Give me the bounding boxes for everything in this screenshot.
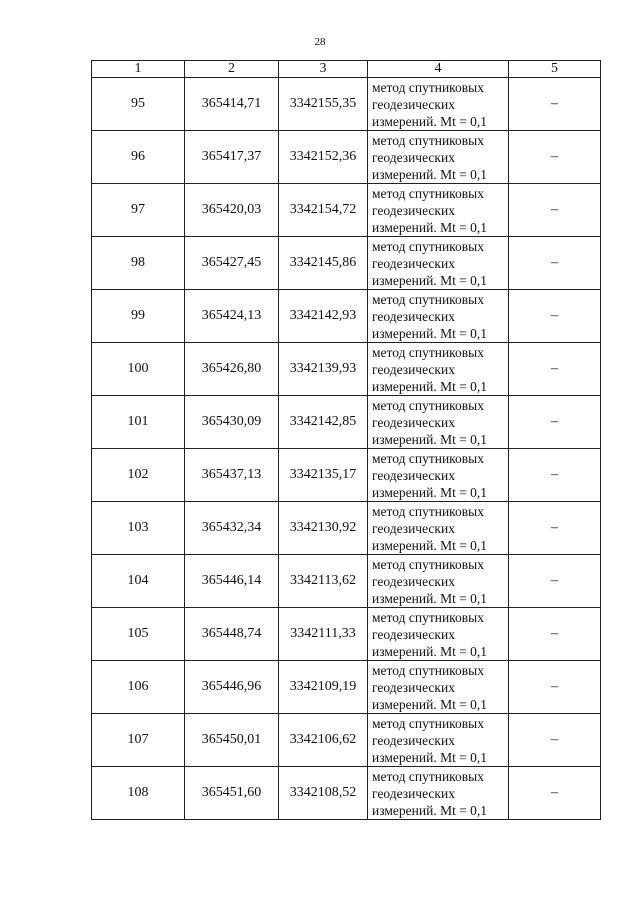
method-line: измерений. Mt = 0,1 (372, 590, 488, 606)
coordinate-x: 365414,71 (185, 78, 279, 131)
method-line: геодезических (372, 732, 455, 748)
coordinate-y: 3342139,93 (279, 343, 368, 396)
coordinate-y: 3342152,36 (279, 131, 368, 184)
method-description (368, 449, 509, 502)
note-dash: – (509, 661, 601, 714)
method-description (368, 502, 509, 555)
method-line: геодезических (372, 679, 455, 695)
point-number: 104 (92, 555, 185, 608)
method-line: измерений. Mt = 0,1 (372, 272, 488, 288)
method-description (368, 290, 509, 343)
coordinate-x: 365417,37 (185, 131, 279, 184)
method-line: метод спутниковых (372, 768, 484, 784)
coordinate-x: 365432,34 (185, 502, 279, 555)
table-body (92, 78, 601, 820)
coordinate-x: 365450,01 (185, 714, 279, 767)
method-line: измерений. Mt = 0,1 (372, 431, 488, 447)
method-description (368, 237, 509, 290)
method-line: измерений. Mt = 0,1 (372, 378, 488, 394)
method-line: метод спутниковых (372, 238, 484, 254)
table-row (92, 661, 601, 714)
table-row (92, 290, 601, 343)
table-row (92, 608, 601, 661)
table-row (92, 78, 601, 131)
method-description (368, 661, 509, 714)
point-number: 98 (92, 237, 185, 290)
method-line: метод спутниковых (372, 397, 484, 413)
coordinate-x: 365446,14 (185, 555, 279, 608)
coordinate-y: 3342109,19 (279, 661, 368, 714)
coordinate-y: 3342145,86 (279, 237, 368, 290)
method-line: геодезических (372, 308, 455, 324)
method-description (368, 184, 509, 237)
point-number: 99 (92, 290, 185, 343)
note-dash: – (509, 767, 601, 820)
point-number: 105 (92, 608, 185, 661)
method-description (368, 78, 509, 131)
method-description (368, 131, 509, 184)
note-dash: – (509, 555, 601, 608)
header-col-5: 5 (509, 61, 601, 78)
method-line: измерений. Mt = 0,1 (372, 749, 488, 765)
method-description (368, 767, 509, 820)
coordinate-x: 365451,60 (185, 767, 279, 820)
method-line: метод спутниковых (372, 715, 484, 731)
note-dash: – (509, 237, 601, 290)
method-line: метод спутниковых (372, 291, 484, 307)
header-col-4: 4 (368, 61, 509, 78)
point-number: 96 (92, 131, 185, 184)
method-line: измерений. Mt = 0,1 (372, 325, 488, 341)
method-line: геодезических (372, 467, 455, 483)
coordinates-table (91, 60, 601, 820)
coordinate-y: 3342154,72 (279, 184, 368, 237)
method-line: метод спутниковых (372, 132, 484, 148)
method-line: измерений. Mt = 0,1 (372, 802, 488, 818)
coordinate-x: 365424,13 (185, 290, 279, 343)
coordinate-y: 3342155,35 (279, 78, 368, 131)
coordinate-y: 3342135,17 (279, 449, 368, 502)
method-line: метод спутниковых (372, 556, 484, 572)
table-row (92, 502, 601, 555)
method-line: метод спутниковых (372, 450, 484, 466)
method-line: измерений. Mt = 0,1 (372, 696, 488, 712)
method-line: геодезических (372, 573, 455, 589)
table-header (92, 61, 601, 78)
method-line: геодезических (372, 255, 455, 271)
note-dash: – (509, 502, 601, 555)
coordinate-y: 3342142,85 (279, 396, 368, 449)
coordinate-y: 3342111,33 (279, 608, 368, 661)
header-col-2: 2 (185, 61, 279, 78)
point-number: 103 (92, 502, 185, 555)
coordinate-x: 365437,13 (185, 449, 279, 502)
point-number: 97 (92, 184, 185, 237)
header-col-1: 1 (92, 61, 185, 78)
table-row (92, 131, 601, 184)
method-description (368, 343, 509, 396)
method-description (368, 608, 509, 661)
method-description (368, 555, 509, 608)
method-line: геодезических (372, 414, 455, 430)
note-dash: – (509, 714, 601, 767)
method-line: метод спутниковых (372, 662, 484, 678)
coordinate-x: 365430,09 (185, 396, 279, 449)
note-dash: – (509, 396, 601, 449)
note-dash: – (509, 290, 601, 343)
method-line: метод спутниковых (372, 185, 484, 201)
method-line: измерений. Mt = 0,1 (372, 484, 488, 500)
method-description (368, 396, 509, 449)
table-row (92, 449, 601, 502)
note-dash: – (509, 78, 601, 131)
note-dash: – (509, 343, 601, 396)
method-line: измерений. Mt = 0,1 (372, 643, 488, 659)
method-description (368, 714, 509, 767)
point-number: 106 (92, 661, 185, 714)
coordinate-y: 3342142,93 (279, 290, 368, 343)
coordinate-x: 365427,45 (185, 237, 279, 290)
coordinate-x: 365420,03 (185, 184, 279, 237)
header-col-3: 3 (279, 61, 368, 78)
table-row (92, 237, 601, 290)
note-dash: – (509, 131, 601, 184)
point-number: 101 (92, 396, 185, 449)
method-line: метод спутниковых (372, 503, 484, 519)
table-row (92, 767, 601, 820)
method-line: геодезических (372, 149, 455, 165)
coordinate-y: 3342113,62 (279, 555, 368, 608)
point-number: 107 (92, 714, 185, 767)
coordinate-y: 3342106,62 (279, 714, 368, 767)
coordinate-y: 3342130,92 (279, 502, 368, 555)
method-line: измерений. Mt = 0,1 (372, 113, 488, 129)
point-number: 95 (92, 78, 185, 131)
coordinate-x: 365426,80 (185, 343, 279, 396)
note-dash: – (509, 184, 601, 237)
point-number: 102 (92, 449, 185, 502)
point-number: 108 (92, 767, 185, 820)
method-line: метод спутниковых (372, 609, 484, 625)
page-number: 28 (314, 36, 326, 48)
method-line: геодезических (372, 785, 455, 801)
method-line: геодезических (372, 96, 455, 112)
method-line: геодезических (372, 520, 455, 536)
coordinate-y: 3342108,52 (279, 767, 368, 820)
method-line: геодезических (372, 626, 455, 642)
table-row (92, 714, 601, 767)
method-line: измерений. Mt = 0,1 (372, 537, 488, 553)
table-row (92, 184, 601, 237)
method-line: измерений. Mt = 0,1 (372, 166, 488, 182)
method-line: метод спутниковых (372, 344, 484, 360)
method-line: метод спутниковых (372, 79, 484, 95)
method-line: геодезических (372, 202, 455, 218)
coordinate-x: 365446,96 (185, 661, 279, 714)
method-line: измерений. Mt = 0,1 (372, 219, 488, 235)
coordinate-x: 365448,74 (185, 608, 279, 661)
method-line: геодезических (372, 361, 455, 377)
table-row (92, 343, 601, 396)
note-dash: – (509, 449, 601, 502)
note-dash: – (509, 608, 601, 661)
header-row (92, 61, 601, 78)
table-row (92, 555, 601, 608)
point-number: 100 (92, 343, 185, 396)
table-row (92, 396, 601, 449)
